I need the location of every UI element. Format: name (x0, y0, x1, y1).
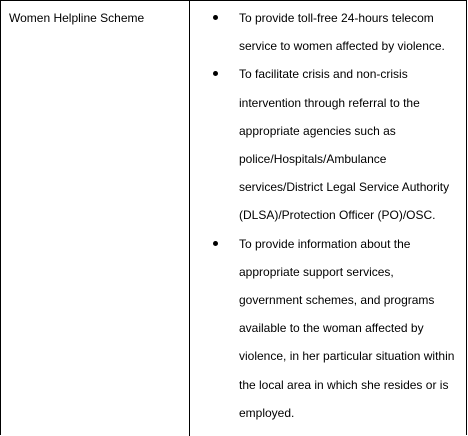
objective-line: service to women affected by violence. (239, 39, 445, 54)
objective-line: employed. (239, 405, 295, 420)
column-divider (189, 1, 190, 436)
objective-line: available to the woman affected by (239, 321, 424, 336)
objective-item (213, 4, 461, 60)
objective-line: intervention through referral to the (239, 95, 420, 110)
bullet-icon (213, 15, 218, 20)
objective-line: services/District Legal Service Authority (239, 180, 450, 195)
bullet-icon (213, 241, 218, 246)
objective-line: the local area in which she resides or is (239, 377, 449, 392)
bullet-icon (213, 71, 218, 76)
objectives-cell (213, 4, 461, 427)
objective-line: government schemes, and programs (239, 293, 435, 308)
objective-item (213, 60, 461, 229)
objective-line: (DLSA)/Protection Officer (PO)/OSC. (239, 208, 436, 223)
scheme-name-cell (9, 11, 144, 26)
objective-line: violence, in her particular situation within (239, 349, 455, 364)
objective-item (213, 230, 461, 427)
objective-line: police/Hospitals/Ambulance (239, 152, 387, 167)
objective-line: appropriate agencies such as (239, 123, 396, 138)
scheme-name: Women Helpline Scheme (9, 11, 145, 25)
objective-line: To provide toll-free 24-hours telecom (239, 11, 434, 25)
objective-line: appropriate support services, (239, 264, 394, 279)
objective-line: To facilitate crisis and non-crisis (239, 67, 408, 82)
objective-line: To provide information about the (239, 236, 411, 251)
